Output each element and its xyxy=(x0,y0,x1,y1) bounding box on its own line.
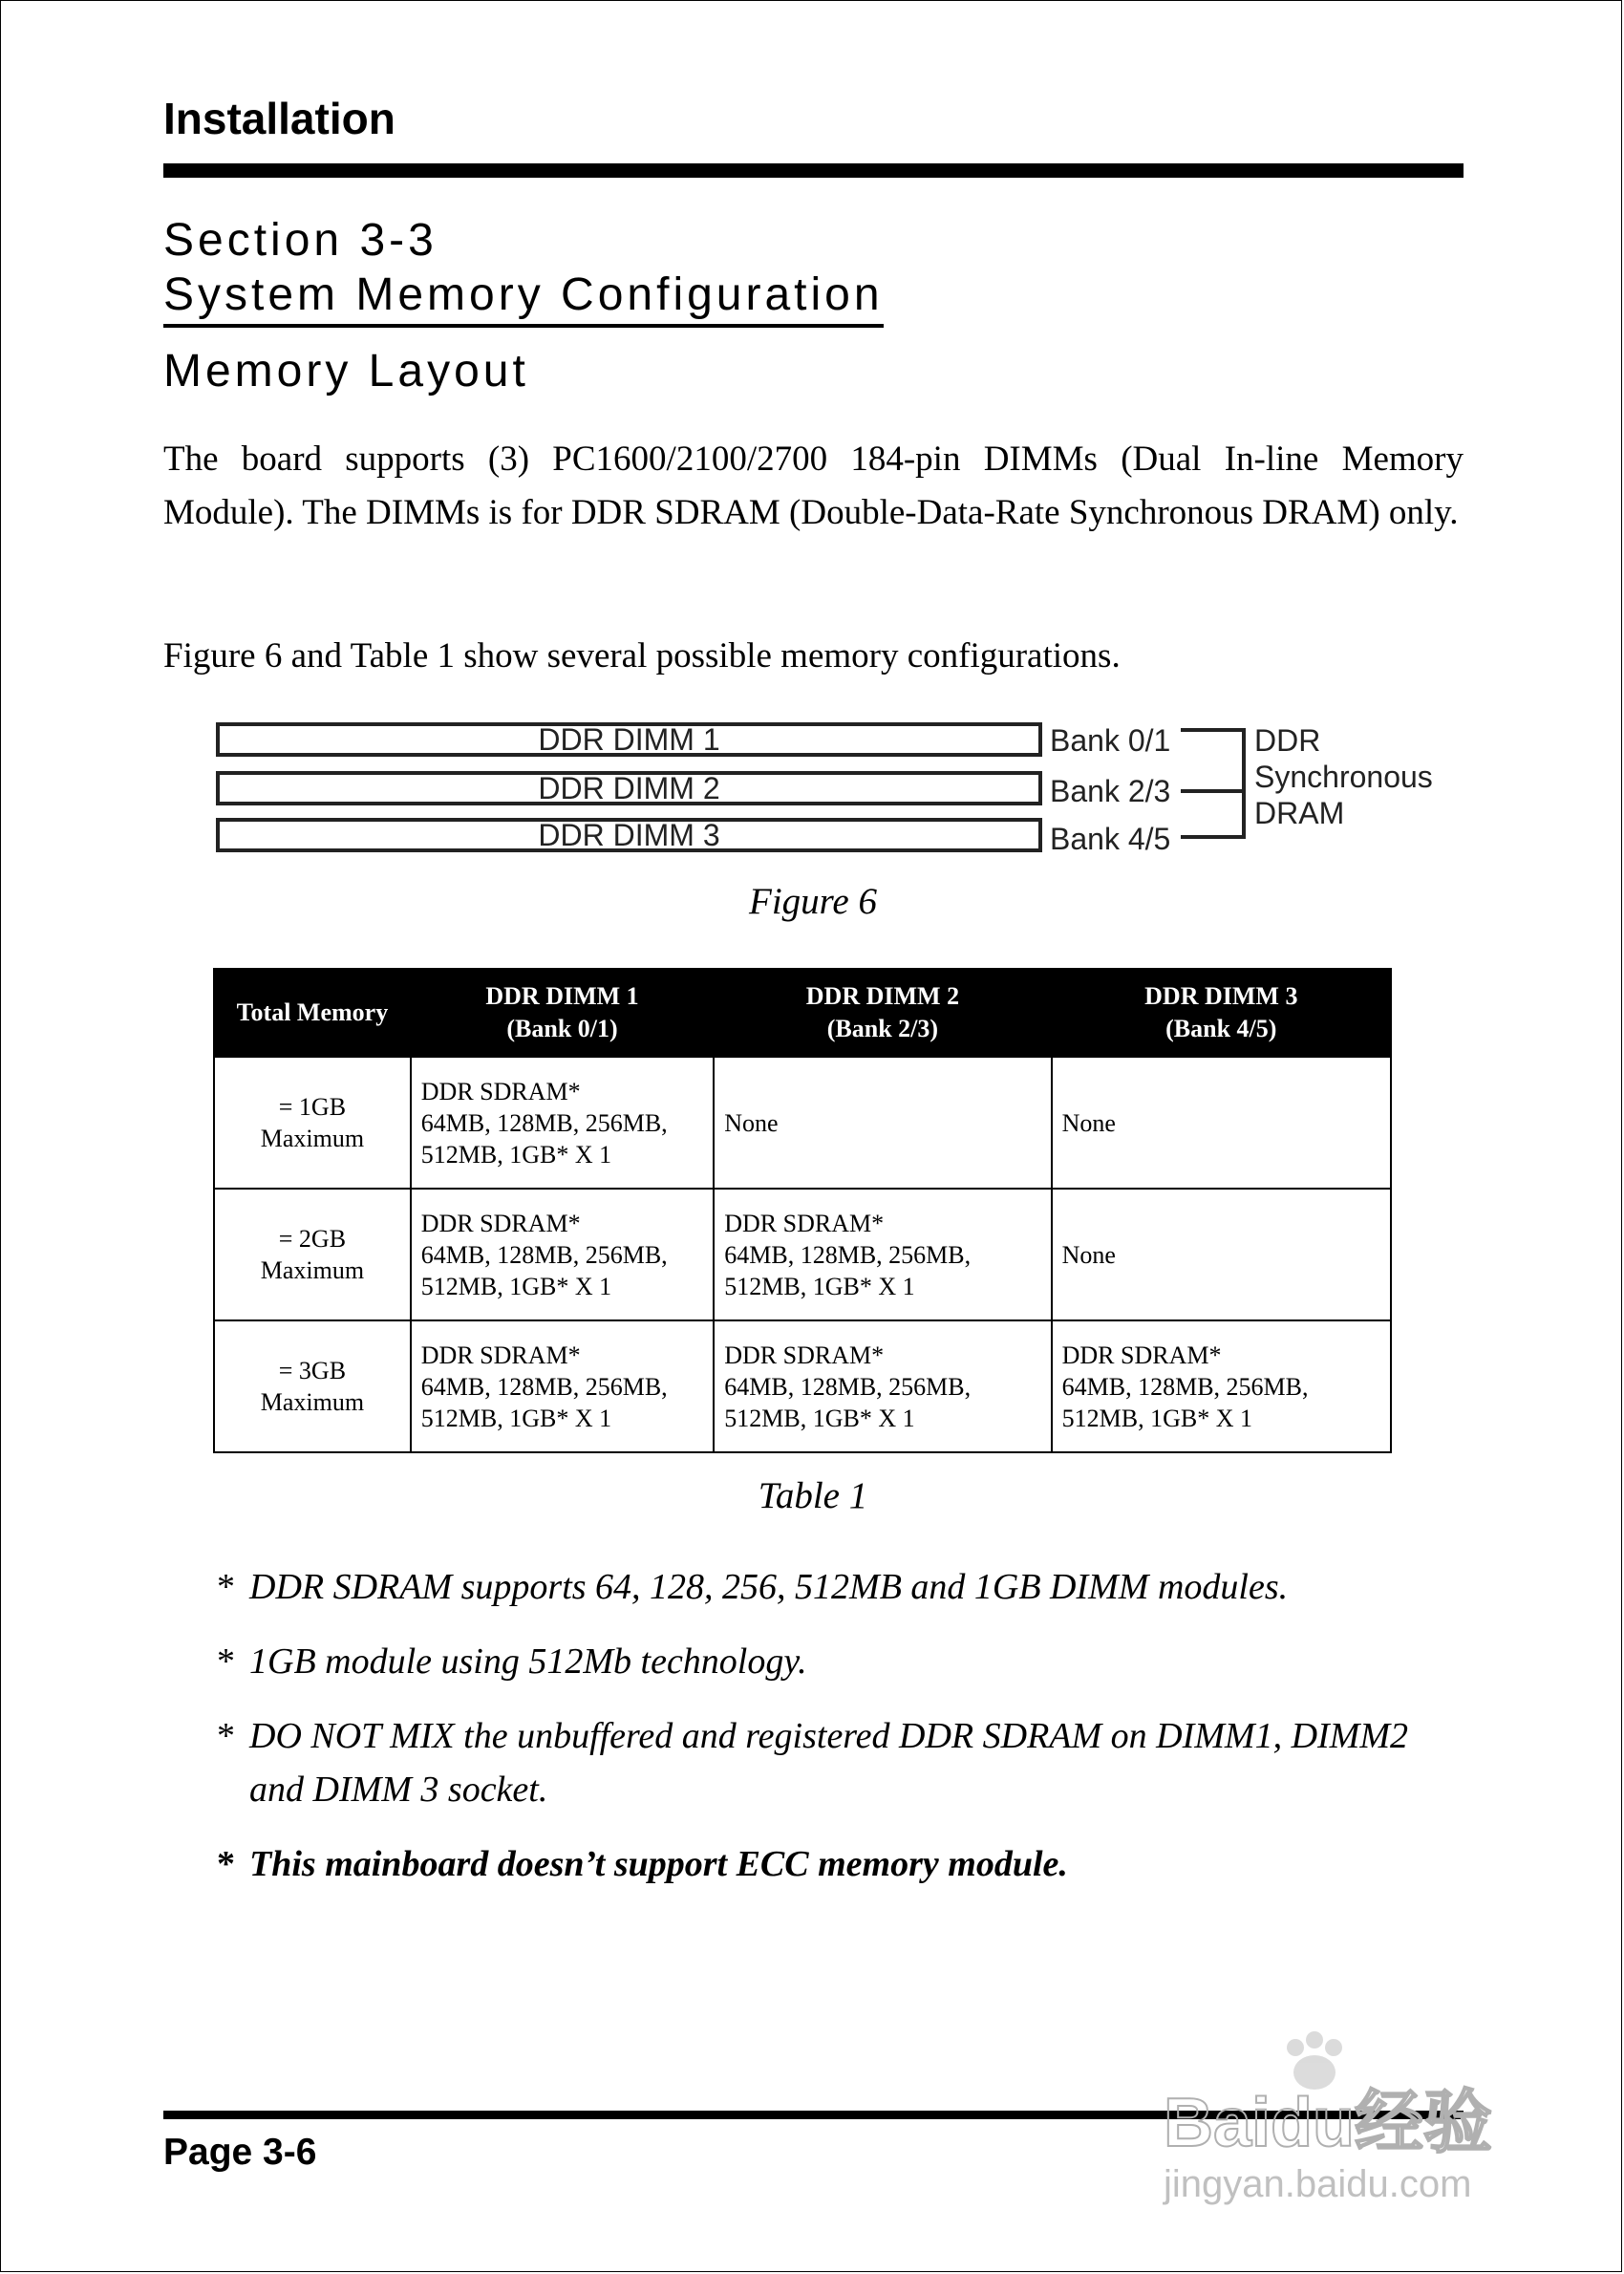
table-row xyxy=(214,1057,1391,1189)
bank-label-0-1: Bank 0/1 xyxy=(1050,723,1171,758)
header-dimm-1: DDR DIMM 1 (Bank 0/1) xyxy=(411,969,714,1057)
figure-caption: Figure 6 xyxy=(749,881,877,922)
dimm-cell: DDR SDRAM* 64MB, 128MB, 256MB, 512MB, 1GB* X 1 xyxy=(411,1057,714,1189)
dimm-cell: DDR SDRAM* 64MB, 128MB, 256MB, 512MB, 1GB* X 1 xyxy=(411,1320,714,1452)
section-number: Section 3-3 xyxy=(163,215,438,266)
total-memory-cell: = 3GB Maximum xyxy=(214,1320,411,1452)
header-total-memory: Total Memory xyxy=(214,969,411,1057)
dimm-slot-3: DDR DIMM 3 xyxy=(216,818,1042,852)
dimm-cell: DDR SDRAM* 64MB, 128MB, 256MB, 512MB, 1GB* X 1 xyxy=(411,1189,714,1320)
dimm-cell: None xyxy=(1052,1189,1391,1320)
dimm-slot-1: DDR DIMM 1 xyxy=(216,722,1042,757)
note-item: * 1GB module using 512Mb technology. xyxy=(217,1641,807,1682)
note-item: * DO NOT MIX the unbuffered and registered DDR SDRAM on DIMM1, DIMM2 and DIMM 3 socket. xyxy=(217,1716,1408,1810)
baidu-watermark-logo xyxy=(1152,2027,1534,2218)
dimm-cell: DDR SDRAM* 64MB, 128MB, 256MB, 512MB, 1GB* X 1 xyxy=(714,1320,1051,1452)
intro-paragraph: The board supports (3) PC1600/2100/2700 184-pin DIMMs (Dual In-line Memory Module). The DIMMs is for DDR SDRAM (Double-Data-Rate Synchronous DRAM) only. xyxy=(163,440,1464,532)
dimm-cell: None xyxy=(1052,1057,1391,1189)
dimm-cell: DDR SDRAM* 64MB, 128MB, 256MB, 512MB, 1GB* X 1 xyxy=(714,1189,1051,1320)
bank-label-4-5: Bank 4/5 xyxy=(1050,822,1171,856)
section-heading xyxy=(163,213,884,328)
total-memory-cell: = 1GB Maximum xyxy=(214,1057,411,1189)
subsection-title: Memory Layout xyxy=(163,346,529,397)
chapter-title: Installation xyxy=(163,94,395,143)
header-dimm-3: DDR DIMM 3 (Bank 4/5) xyxy=(1052,969,1391,1057)
total-memory-cell: = 2GB Maximum xyxy=(214,1189,411,1320)
notes-list xyxy=(217,1560,1468,1912)
table-row xyxy=(214,1320,1391,1452)
note-item: * DDR SDRAM supports 64, 128, 256, 512MB and 1GB DIMM modules. xyxy=(217,1567,1289,1607)
section-title: System Memory Configuration xyxy=(163,268,884,328)
memory-configuration-table xyxy=(213,968,1392,1453)
bank-label-2-3: Bank 2/3 xyxy=(1050,774,1171,808)
svg-text:jingyan.baidu.com: jingyan.baidu.com xyxy=(1164,2163,1472,2205)
ddr-sdram-label: DDR Synchronous DRAM xyxy=(1254,723,1433,830)
figure-reference-paragraph: Figure 6 and Table 1 show several possible memory configurations. xyxy=(163,636,1121,676)
dimm-slot-2: DDR DIMM 2 xyxy=(216,771,1042,805)
dimm-cell: DDR SDRAM* 64MB, 128MB, 256MB, 512MB, 1GB* X 1 xyxy=(1052,1320,1391,1452)
page-number: Page 3-6 xyxy=(163,2132,317,2173)
header-rule xyxy=(163,163,1464,178)
dimm-cell: None xyxy=(714,1057,1051,1189)
bank-bracket xyxy=(1181,722,1248,847)
note-item-emphasis: * This mainboard doesn’t support ECC memory module. xyxy=(217,1844,1068,1884)
svg-text:Baidu经验: Baidu经验 xyxy=(1164,2085,1493,2161)
table-row xyxy=(214,1189,1391,1320)
table-caption: Table 1 xyxy=(758,1475,868,1516)
table-header-row xyxy=(214,969,1391,1057)
header-dimm-2: DDR DIMM 2 (Bank 2/3) xyxy=(714,969,1051,1057)
